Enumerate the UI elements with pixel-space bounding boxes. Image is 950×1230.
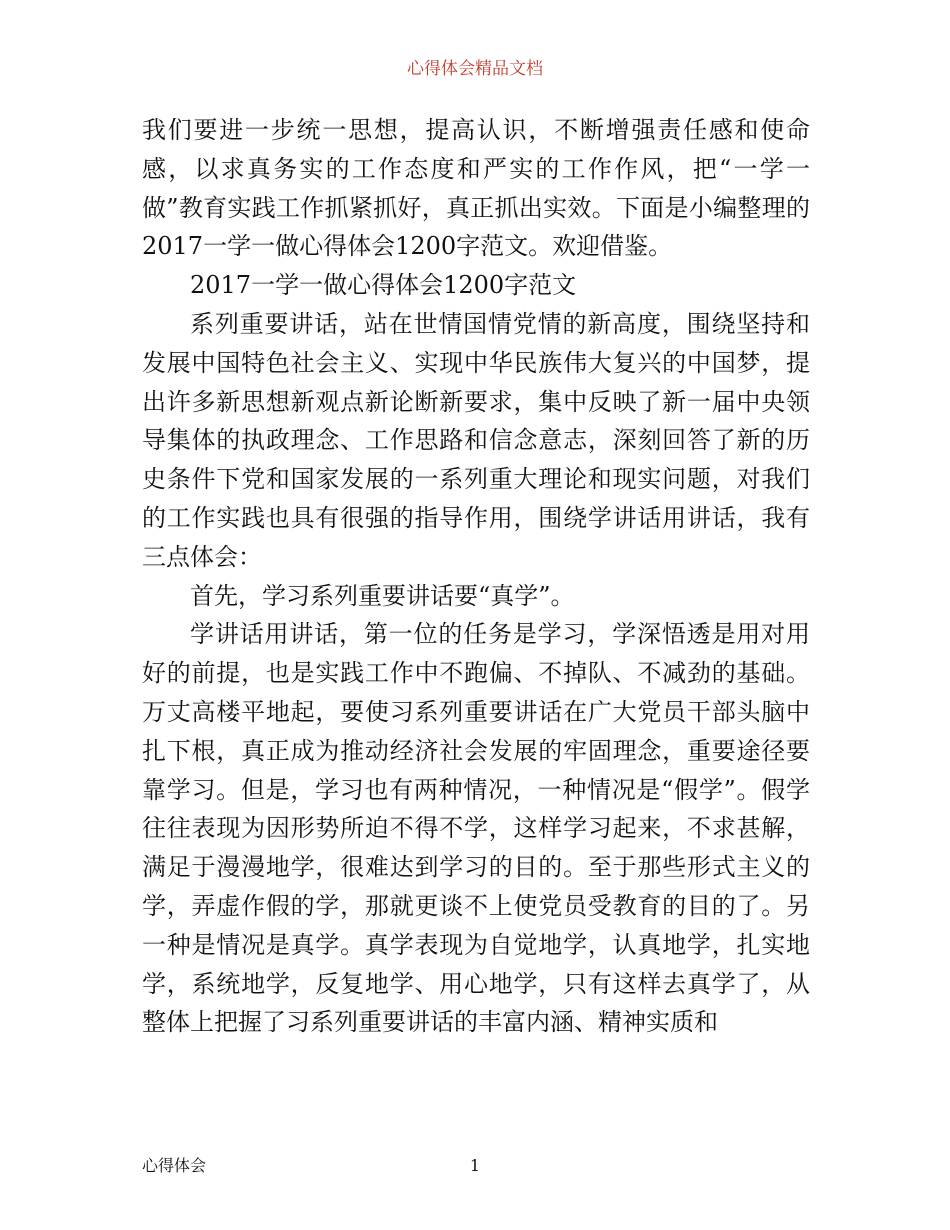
intro-paragraph: 我们要进一步统一思想，提高认识，不断增强责任感和使命感，以求真务实的工作态度和严实的工作作风，把“一学一做”教育实践工作抓紧抓好，真正抓出实效。下面是小编整理的2017一学一做心得体会1200字范文。欢迎借鉴。	[142, 116, 810, 261]
article-subtitle: 2017一学一做心得体会1200字范文	[190, 271, 577, 300]
body-paragraph-2: 学讲话用讲话，第一位的任务是学习，学深悟透是用对用好的前提，也是实践工作中不跑偏、不掉队、不减劲的基础。万丈高楼平地起，要使习系列重要讲话在广大党员干部头脑中扎下根，真正成为推动经济社会发展的牢固理念，重要途径要靠学习。但是，学习也有两种情况，一种情况是“假学”。假学往往表现为因形势所迫不得不学，这样学习起来，不求甚解，满足于漫漫地学，很难达到学习的目的。至于那些形式主义的学，弄虚作假的学，那就更谈不上使党员受教育的目的了。另一种是情况是真学。真学表现为自觉地学，认真地学，扎实地学，系统地学，反复地学、用心地学，只有这样去真学了，从整体上把握了习系列重要讲话的丰富内涵、精神实质和	[142, 620, 810, 1037]
page-number: 1	[469, 1156, 481, 1175]
body-paragraph-1: 系列重要讲话，站在世情国情党情的新高度，围绕坚持和发展中国特色社会主义、实现中华民族伟大复兴的中国梦，提出许多新思想新观点新论断新要求，集中反映了新一届中央领导集体的执政理念、工作思路和信念意志，深刻回答了新的历史条件下党和国家发展的一系列重大理论和现实问题，对我们的工作实践也具有很强的指导作用，围绕学讲话用讲话，我有三点体会：	[142, 309, 810, 571]
point-heading-1: 首先，学习系列重要讲话要“真学”。	[190, 581, 575, 610]
document-body	[142, 111, 810, 1042]
page-header-title: 心得体会精品文档	[407, 59, 543, 79]
footer-label: 心得体会	[142, 1156, 207, 1175]
